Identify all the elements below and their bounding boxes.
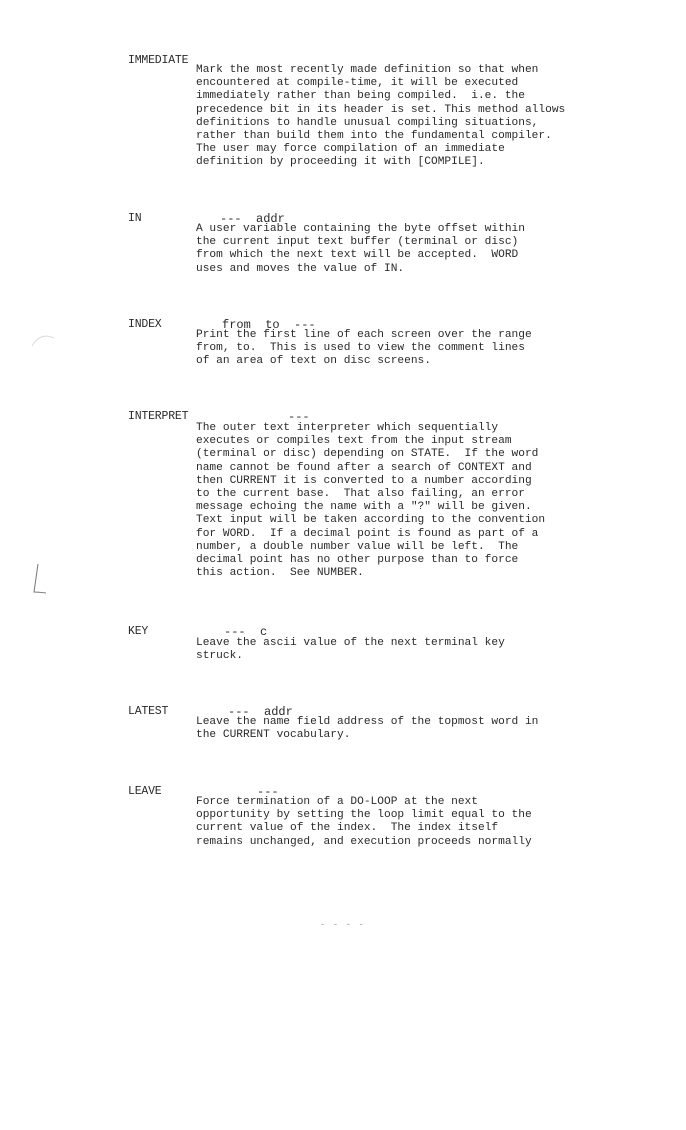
entry-description — [196, 223, 525, 276]
entry-description — [196, 64, 565, 170]
description-line: definition by proceeding it with [COMPILE]. — [196, 156, 485, 169]
description-line: the current input text buffer (terminal or disc) — [196, 236, 519, 249]
description-line: remains unchanged, and execution proceeds normally — [196, 835, 532, 848]
description-line: immediately rather than being compiled. i.e. the — [196, 90, 525, 103]
description-line: of an area of text on disc screens. — [196, 355, 431, 368]
entry-signature: --- addr — [220, 212, 285, 226]
description-line: Force termination of a DO-LOOP at the next — [196, 796, 478, 808]
description-line: number, a double number value will be left. The — [196, 540, 519, 553]
entry-description — [196, 637, 505, 663]
entry-term: IN — [128, 212, 142, 225]
description-line: this action. See NUMBER. — [196, 567, 364, 580]
margin-scan-mark — [28, 562, 50, 602]
entry-signature: --- — [288, 410, 310, 424]
description-line: decimal point has no other purpose than to force — [196, 554, 519, 567]
description-line: from, to. This is used to view the comment lines — [196, 342, 525, 355]
description-line: name cannot be found after a search of CONTEXT and — [196, 461, 532, 474]
description-line: Mark the most recently made definition so that when — [196, 64, 539, 76]
description-line: definitions to handle unusual compiling situations, — [196, 116, 539, 129]
entry-signature: --- c — [224, 625, 268, 639]
description-line: message echoing the name with a "?" will be given. — [196, 501, 532, 514]
entry-description — [196, 796, 532, 849]
entry-description — [196, 329, 532, 369]
description-line: encountered at compile-time, it will be executed — [196, 77, 519, 90]
description-line: for WORD. If a decimal point is found as part of a — [196, 527, 539, 540]
description-line: executes or compiles text from the input stream — [196, 435, 512, 448]
description-line: (terminal or disc) depending on STATE. If the word — [196, 448, 539, 461]
description-line: from which the next text will be accepted. WORD — [196, 249, 519, 262]
entry-term: INTERPRET — [128, 410, 189, 423]
entry-signature: --- addr — [228, 705, 293, 719]
entry-signature: from to --- — [222, 318, 316, 332]
description-line: The outer text interpreter which sequentially — [196, 422, 499, 434]
description-line: precedence bit in its header is set. This method allows — [196, 103, 566, 116]
entry-description — [196, 716, 538, 742]
description-line: to the current base. That also failing, an error — [196, 488, 525, 501]
description-line: A user variable containing the byte offset within — [196, 223, 525, 235]
entry-signature: --- — [257, 785, 279, 799]
description-line: rather than build them into the fundamental compiler. — [196, 130, 552, 143]
entry-term: LATEST — [128, 705, 169, 718]
description-line: the CURRENT vocabulary. — [196, 729, 351, 742]
description-line: Text input will be taken according to the convention — [196, 514, 546, 527]
description-line: Print the first line of each screen over the range — [196, 329, 532, 341]
description-line: uses and moves the value of IN. — [196, 262, 405, 275]
entry-term: KEY — [128, 625, 149, 638]
entry-term: INDEX — [128, 318, 162, 331]
entry-term: LEAVE — [128, 785, 162, 798]
entry-term: IMMEDIATE — [128, 54, 189, 67]
description-line: opportunity by setting the loop limit equal to the — [196, 809, 532, 822]
entry-description — [196, 422, 545, 580]
page-footer: - - - - — [320, 920, 365, 930]
description-line: then CURRENT it is converted to a number according — [196, 474, 532, 487]
description-line: current value of the index. The index itself — [196, 822, 499, 835]
description-line: Leave the name field address of the topmost word in — [196, 716, 539, 728]
margin-scan-mark — [30, 330, 56, 350]
description-line: struck. — [196, 650, 243, 663]
description-line: Leave the ascii value of the next terminal key — [196, 637, 505, 649]
description-line: The user may force compilation of an immediate — [196, 143, 505, 156]
